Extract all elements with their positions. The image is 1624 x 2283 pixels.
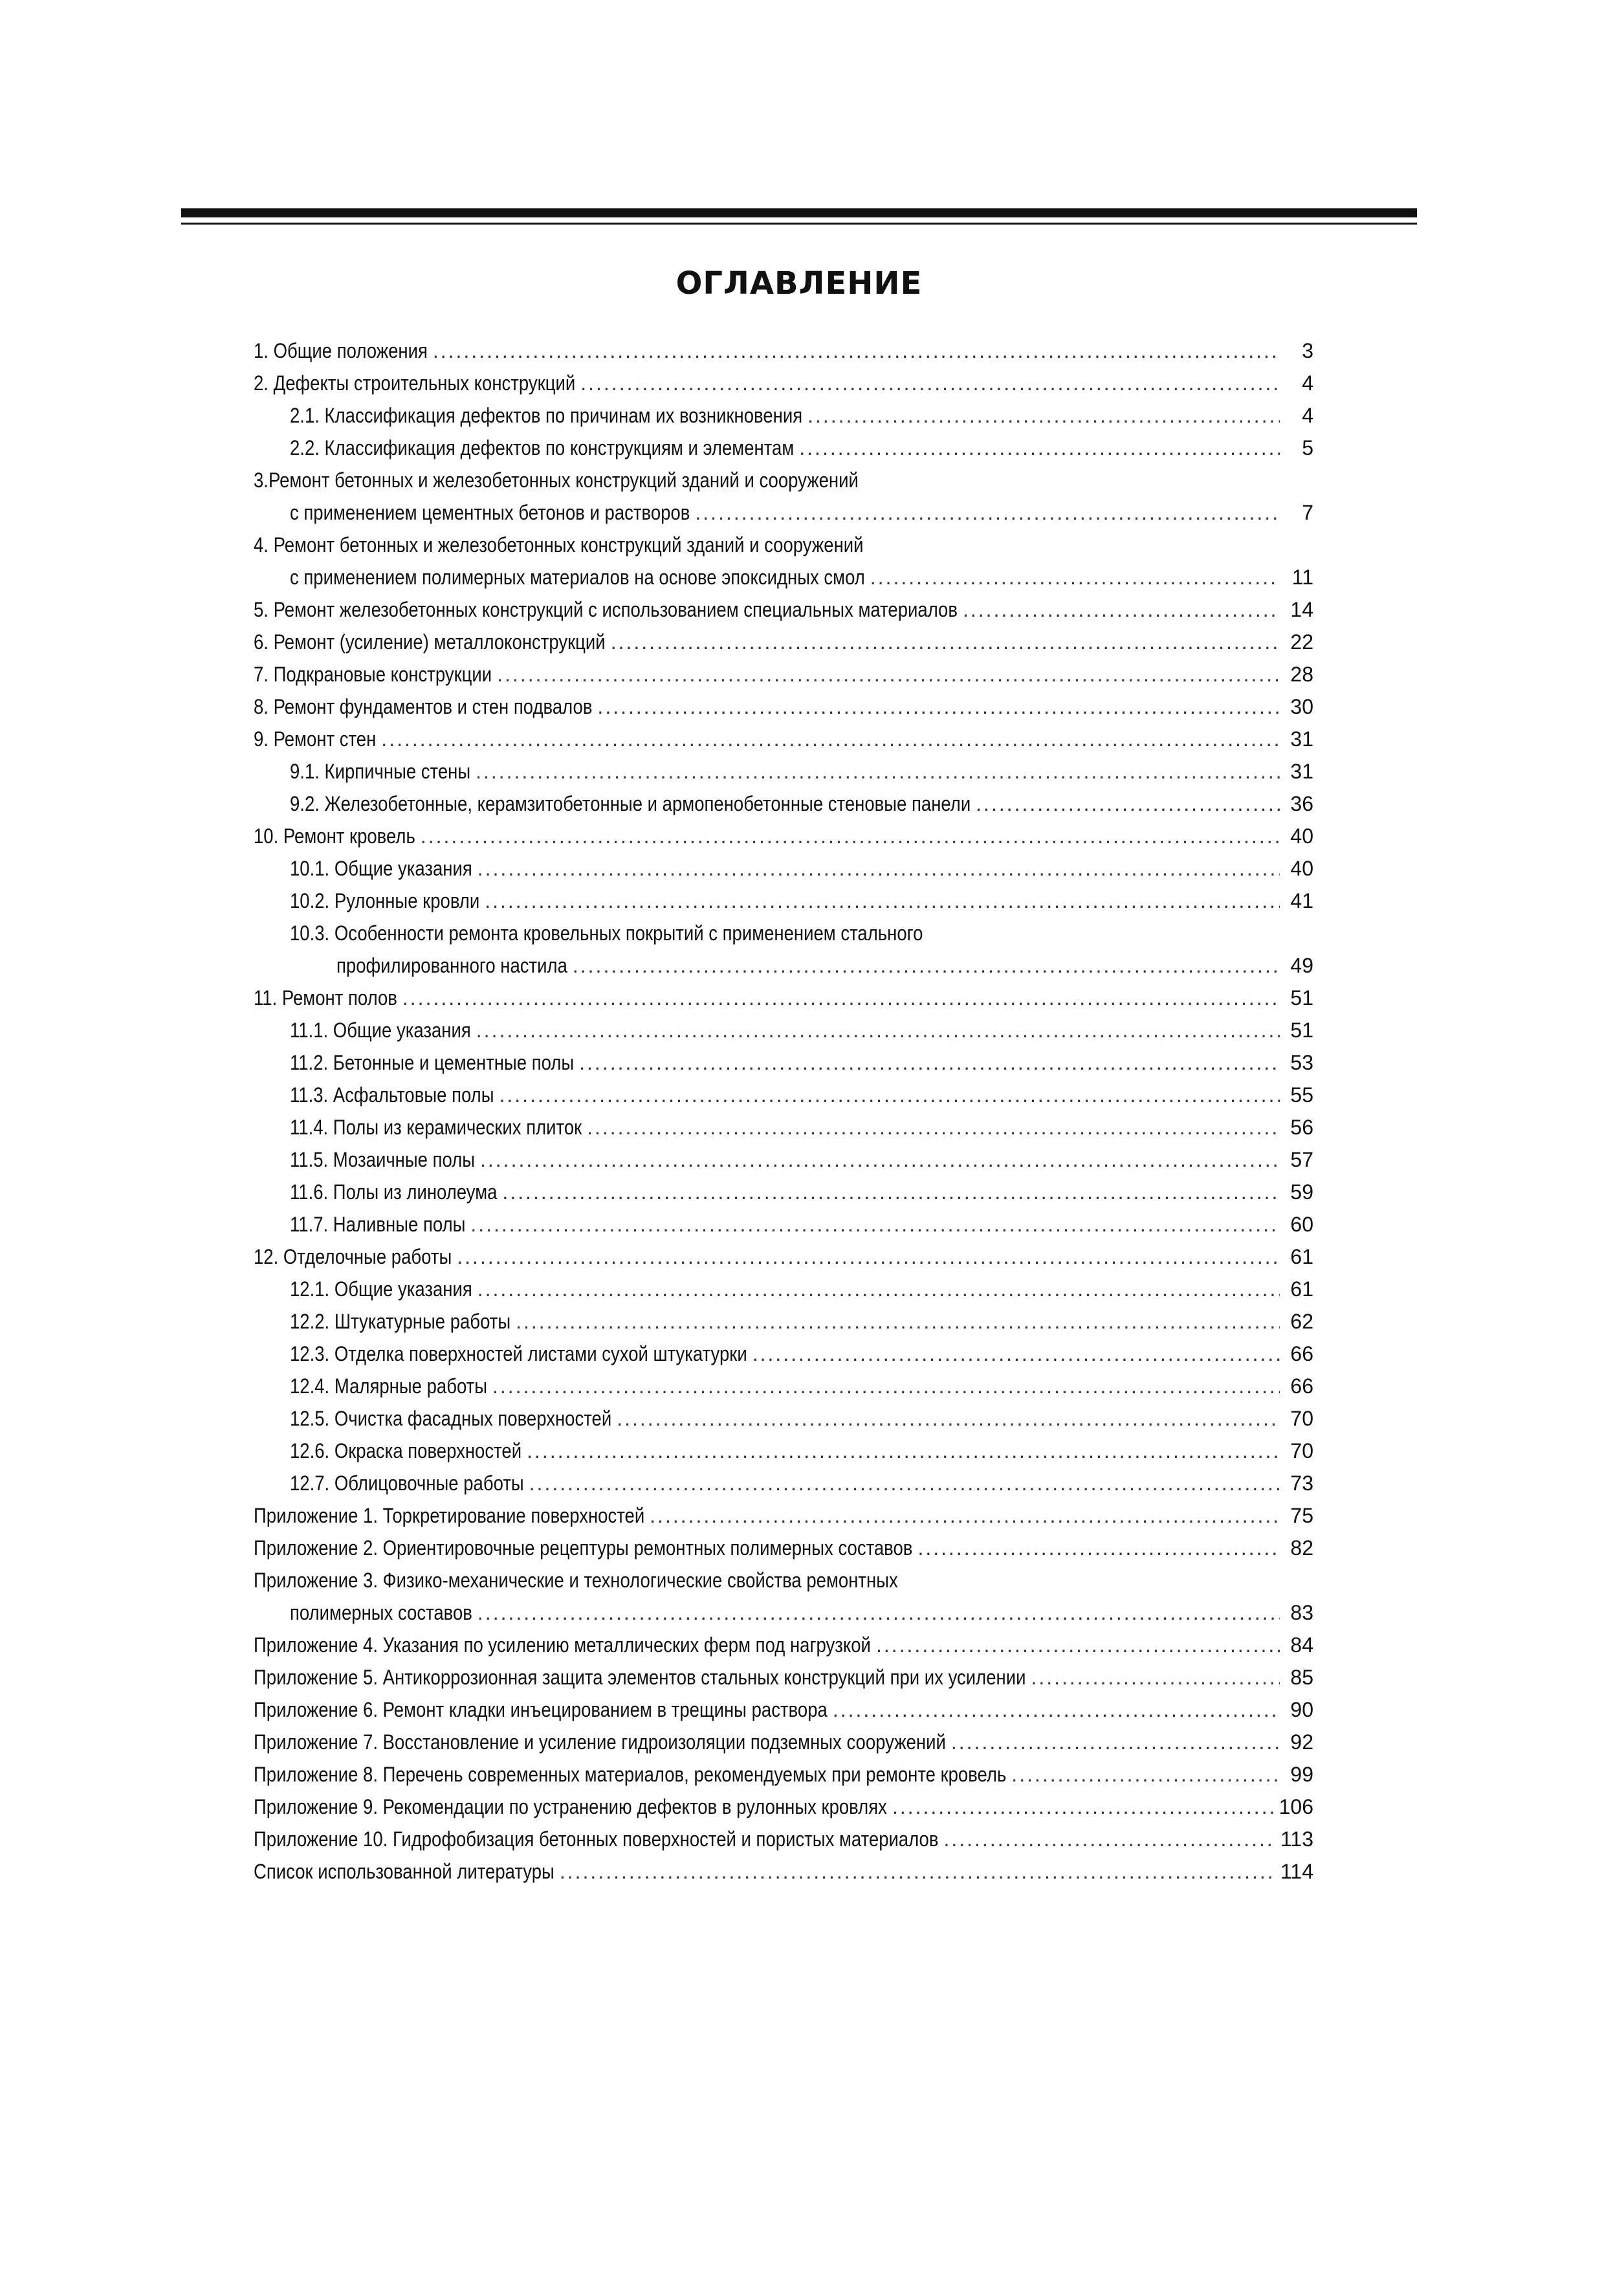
toc-entry[interactable] bbox=[254, 1661, 1313, 1693]
toc-entry[interactable] bbox=[254, 1014, 1313, 1046]
header-rule-thick bbox=[181, 208, 1417, 217]
toc-entry-label: 12.3. Отделка поверхностей листами сухой штукатурки bbox=[290, 1342, 747, 1365]
toc-entry-page-number: 31 bbox=[1290, 727, 1313, 751]
toc-entry[interactable] bbox=[254, 432, 1313, 464]
toc-entry-page-number: 31 bbox=[1290, 760, 1313, 783]
toc-leader-dots bbox=[497, 658, 1280, 690]
toc-entry-page-number: 55 bbox=[1290, 1083, 1313, 1107]
toc-leader-dots bbox=[492, 1370, 1280, 1402]
toc-leader-dots bbox=[579, 1046, 1280, 1079]
toc-entry-page-number: 90 bbox=[1290, 1698, 1313, 1721]
toc-leader-dots bbox=[516, 1305, 1280, 1338]
toc-entry-label: 12.7. Облицовочные работы bbox=[290, 1472, 524, 1495]
toc-entry-page-number: 60 bbox=[1290, 1213, 1313, 1236]
toc-entry-label: 12.4. Малярные работы bbox=[290, 1374, 488, 1398]
toc-entry-page-number: 3 bbox=[1302, 339, 1313, 362]
toc-leader-dots bbox=[573, 949, 1280, 982]
toc-entry-label: 10. Ремонт кровель bbox=[254, 824, 415, 848]
toc-leader-dots bbox=[457, 1241, 1280, 1273]
toc-entry[interactable] bbox=[254, 1467, 1313, 1499]
toc-leader-dots bbox=[477, 852, 1280, 885]
toc-entry-page-number: 41 bbox=[1290, 889, 1313, 912]
toc-leader-dots bbox=[381, 723, 1280, 755]
toc-entry-page-number: 99 bbox=[1290, 1763, 1313, 1786]
toc-entry-page-number: 30 bbox=[1290, 695, 1313, 718]
toc-entry-label: Приложение 3. Физико-механические и технологические свойства ремонтных bbox=[254, 1569, 898, 1592]
toc-entry[interactable] bbox=[254, 1726, 1313, 1758]
toc-entry-page-number: 61 bbox=[1290, 1277, 1313, 1301]
toc-entry-label: 12. Отделочные работы bbox=[254, 1245, 452, 1268]
toc-entry-label: 2.1. Классификация дефектов по причинам их возникновения bbox=[290, 404, 803, 427]
toc-entry[interactable] bbox=[254, 820, 1313, 852]
toc-entry-label: Приложение 5. Антикоррозионная защита элементов стальных конструкций при их усилении bbox=[254, 1666, 1026, 1689]
toc-entry[interactable] bbox=[254, 561, 1313, 593]
toc-leader-dots bbox=[870, 561, 1280, 593]
toc-leader-dots bbox=[499, 1079, 1280, 1111]
toc-entry-page-number: 36 bbox=[1290, 792, 1313, 815]
toc-entry[interactable] bbox=[254, 335, 1313, 367]
toc-entry-label: 9.2. Железобетонные, керамзитобетонные и армопенобетонные стеновые панели bbox=[290, 792, 971, 815]
toc-entry[interactable] bbox=[254, 529, 1313, 561]
toc-entry[interactable] bbox=[254, 755, 1313, 788]
toc-leader-dots bbox=[476, 1014, 1280, 1046]
toc-entry[interactable] bbox=[254, 1499, 1313, 1532]
toc-entry[interactable] bbox=[254, 1693, 1313, 1726]
toc-entry[interactable] bbox=[254, 852, 1313, 885]
toc-entry[interactable] bbox=[254, 1176, 1313, 1208]
toc-entry[interactable] bbox=[254, 1435, 1313, 1467]
toc-entry-label: с применением полимерных материалов на основе эпоксидных смол bbox=[290, 566, 865, 589]
toc-entry[interactable] bbox=[254, 1143, 1313, 1176]
toc-entry[interactable] bbox=[254, 626, 1313, 658]
toc-entry-label: полимерных составов bbox=[290, 1601, 472, 1624]
toc-entry-label: 10.1. Общие указания bbox=[290, 857, 472, 880]
toc-entry[interactable] bbox=[254, 917, 1313, 949]
toc-leader-dots bbox=[502, 1176, 1280, 1208]
toc-entry-label: 2. Дефекты строительных конструкций bbox=[254, 371, 576, 395]
toc-leader-dots bbox=[892, 1791, 1274, 1823]
toc-leader-dots bbox=[799, 432, 1280, 464]
toc-entry-label: 11. Ремонт полов bbox=[254, 986, 397, 1009]
toc-entry[interactable] bbox=[254, 399, 1313, 432]
toc-entry-label: 10.2. Рулонные кровли bbox=[290, 889, 480, 912]
toc-entry[interactable] bbox=[254, 1596, 1313, 1629]
toc-entry-label: 9. Ремонт стен bbox=[254, 727, 377, 751]
toc-entry-label: с применением цементных бетонов и растворов bbox=[290, 501, 690, 524]
toc-entry-page-number: 66 bbox=[1290, 1374, 1313, 1398]
toc-entry[interactable] bbox=[254, 690, 1313, 723]
toc-entry-label: 12.5. Очистка фасадных поверхностей bbox=[290, 1407, 612, 1430]
toc-leader-dots bbox=[976, 788, 1280, 820]
toc-entry-label: 4. Ремонт бетонных и железобетонных конструкций зданий и сооружений bbox=[254, 533, 864, 557]
toc-leader-dots bbox=[597, 690, 1280, 723]
toc-entry-page-number: 40 bbox=[1290, 824, 1313, 848]
toc-entry-page-number: 70 bbox=[1290, 1407, 1313, 1430]
toc-entry-page-number: 85 bbox=[1290, 1666, 1313, 1689]
toc-entry-label: 12.6. Окраска поверхностей bbox=[290, 1439, 522, 1462]
toc-leader-dots bbox=[587, 1111, 1280, 1143]
toc-entry[interactable] bbox=[254, 1111, 1313, 1143]
toc-entry-label: 11.5. Мозаичные полы bbox=[290, 1148, 476, 1171]
toc-leader-dots bbox=[611, 626, 1280, 658]
toc-entry-page-number: 40 bbox=[1290, 857, 1313, 880]
toc-entry-page-number: 51 bbox=[1290, 1019, 1313, 1042]
toc-entry-page-number: 73 bbox=[1290, 1472, 1313, 1495]
toc-leader-dots bbox=[943, 1823, 1275, 1855]
toc-entry-label: 11.2. Бетонные и цементные полы bbox=[290, 1051, 575, 1074]
toc-entry-page-number: 62 bbox=[1290, 1310, 1313, 1333]
toc-entry[interactable] bbox=[254, 1532, 1313, 1564]
toc-entry-page-number: 11 bbox=[1291, 566, 1313, 589]
toc-entry-page-number: 4 bbox=[1302, 404, 1313, 427]
toc-entry-label: 1. Общие положения bbox=[254, 339, 428, 362]
toc-entry-label: Приложение 8. Перечень современных материалов, рекомендуемых при ремонте кровель bbox=[254, 1763, 1007, 1786]
toc-entry[interactable] bbox=[254, 1370, 1313, 1402]
toc-entry[interactable] bbox=[254, 1564, 1313, 1596]
toc-entry-page-number: 82 bbox=[1290, 1536, 1313, 1560]
toc-entry-label: Приложение 6. Ремонт кладки инъецированием в трещины раствора bbox=[254, 1698, 828, 1721]
toc-leader-dots bbox=[917, 1532, 1280, 1564]
toc-entry[interactable] bbox=[254, 1241, 1313, 1273]
toc-leader-dots bbox=[833, 1693, 1280, 1726]
toc-entry[interactable] bbox=[254, 1079, 1313, 1111]
toc-leader-dots bbox=[876, 1629, 1280, 1661]
toc-entry-page-number: 61 bbox=[1290, 1245, 1313, 1268]
toc-entry-page-number: 5 bbox=[1302, 436, 1313, 459]
toc-entry[interactable] bbox=[254, 1791, 1313, 1823]
toc-entry-label: 11.7. Наливные полы bbox=[290, 1213, 466, 1236]
toc-entry[interactable] bbox=[254, 788, 1313, 820]
toc-entry-page-number: 56 bbox=[1290, 1116, 1313, 1139]
toc-entry[interactable] bbox=[254, 367, 1313, 399]
toc-entry-page-number: 59 bbox=[1290, 1180, 1313, 1204]
toc-entry-label: 11.1. Общие указания bbox=[290, 1019, 471, 1042]
toc-entry-page-number: 66 bbox=[1290, 1342, 1313, 1365]
toc-entry-label: Приложение 4. Указания по усилению металлических ферм под нагрузкой bbox=[254, 1633, 871, 1657]
toc-leader-dots bbox=[477, 1596, 1280, 1629]
toc-entry-page-number: 49 bbox=[1290, 954, 1313, 977]
toc-entry[interactable] bbox=[254, 1305, 1313, 1338]
toc-entry-label: Приложение 10. Гидрофобизация бетонных поверхностей и пористых материалов bbox=[254, 1827, 939, 1851]
toc-leader-dots bbox=[1031, 1661, 1280, 1693]
toc-leader-dots bbox=[963, 593, 1280, 626]
toc-entry-label: 7. Подкрановые конструкции bbox=[254, 663, 492, 686]
toc-entry[interactable] bbox=[254, 464, 1313, 496]
toc-entry-label: Приложение 9. Рекомендации по устранению дефектов в рулонных кровлях bbox=[254, 1795, 887, 1818]
toc-entry-page-number: 75 bbox=[1290, 1504, 1313, 1527]
toc-leader-dots bbox=[433, 335, 1280, 367]
toc-entry[interactable] bbox=[254, 496, 1313, 529]
toc-leader-dots bbox=[476, 755, 1280, 788]
toc-leader-dots bbox=[485, 885, 1280, 917]
toc-leader-dots bbox=[560, 1855, 1275, 1888]
toc-entry[interactable] bbox=[254, 885, 1313, 917]
toc-entry[interactable] bbox=[254, 1855, 1313, 1888]
toc-entry-page-number: 53 bbox=[1290, 1051, 1313, 1074]
toc-entry-label: 8. Ремонт фундаментов и стен подвалов bbox=[254, 695, 593, 718]
toc-entry[interactable] bbox=[254, 1758, 1313, 1791]
toc-entry[interactable] bbox=[254, 982, 1313, 1014]
toc-entry-label: Приложение 7. Восстановление и усиление гидроизоляции подземных сооружений bbox=[254, 1730, 946, 1754]
toc-entry-label: профилированного настила bbox=[336, 954, 567, 977]
toc-entry[interactable] bbox=[254, 593, 1313, 626]
page-title: ОГЛАВЛЕНИЕ bbox=[675, 265, 923, 302]
toc-entry[interactable] bbox=[254, 1629, 1313, 1661]
toc-entry-page-number: 70 bbox=[1290, 1439, 1313, 1462]
toc-entry-page-number: 4 bbox=[1302, 371, 1313, 395]
toc-entry-page-number: 57 bbox=[1290, 1148, 1313, 1171]
toc-entry-label: 11.6. Полы из линолеума bbox=[290, 1180, 498, 1204]
toc-entry-page-number: 14 bbox=[1290, 598, 1313, 621]
toc-leader-dots bbox=[1011, 1758, 1280, 1791]
toc-leader-dots bbox=[477, 1273, 1280, 1305]
toc-entry-page-number: 7 bbox=[1302, 501, 1313, 524]
toc-entry-page-number: 51 bbox=[1290, 986, 1313, 1009]
toc-entry-label: Список использованной литературы bbox=[254, 1860, 554, 1883]
toc-leader-dots bbox=[807, 399, 1280, 432]
toc-entry-label: 9.1. Кирпичные стены bbox=[290, 760, 471, 783]
toc-entry-label: 6. Ремонт (усиление) металлоконструкций bbox=[254, 630, 606, 654]
toc-entry-page-number: 22 bbox=[1290, 630, 1313, 654]
toc-leader-dots bbox=[752, 1338, 1280, 1370]
toc-leader-dots bbox=[402, 982, 1280, 1014]
toc-entry-label: 12.1. Общие указания bbox=[290, 1277, 472, 1301]
toc-entry-page-number: 84 bbox=[1290, 1633, 1313, 1657]
toc-entry[interactable] bbox=[254, 949, 1313, 982]
toc-leader-dots bbox=[470, 1208, 1280, 1241]
toc-leader-dots bbox=[421, 820, 1280, 852]
toc-leader-dots bbox=[527, 1435, 1280, 1467]
toc-entry-label: 3.Ремонт бетонных и железобетонных конструкций зданий и сооружений bbox=[254, 469, 859, 492]
toc-leader-dots bbox=[580, 367, 1280, 399]
header-rule-thin bbox=[181, 223, 1417, 225]
toc-leader-dots bbox=[480, 1143, 1280, 1176]
toc-entry[interactable] bbox=[254, 1208, 1313, 1241]
toc-entry-page-number: 106 bbox=[1278, 1795, 1313, 1818]
toc-entry-label: 2.2. Классификация дефектов по конструкциям и элементам bbox=[290, 436, 795, 459]
toc-entry-label: Приложение 1. Торкретирование поверхностей bbox=[254, 1504, 645, 1527]
toc-leader-dots bbox=[529, 1467, 1280, 1499]
toc-entry-page-number: 113 bbox=[1280, 1827, 1313, 1851]
toc-entry[interactable] bbox=[254, 1273, 1313, 1305]
toc-entry-label: 11.3. Асфальтовые полы bbox=[290, 1083, 494, 1107]
table-of-contents bbox=[254, 335, 1313, 1888]
toc-entry[interactable] bbox=[254, 1338, 1313, 1370]
toc-entry[interactable] bbox=[254, 1046, 1313, 1079]
toc-leader-dots bbox=[650, 1499, 1280, 1532]
toc-leader-dots bbox=[695, 496, 1280, 529]
toc-entry[interactable] bbox=[254, 723, 1313, 755]
toc-entry[interactable] bbox=[254, 658, 1313, 690]
toc-entry-page-number: 83 bbox=[1290, 1601, 1313, 1624]
toc-entry-page-number: 28 bbox=[1290, 663, 1313, 686]
toc-entry-label: 10.3. Особенности ремонта кровельных покрытий с применением стального bbox=[290, 921, 923, 945]
toc-entry-label: 11.4. Полы из керамических плиток bbox=[290, 1116, 582, 1139]
toc-entry-label: 12.2. Штукатурные работы bbox=[290, 1310, 511, 1333]
toc-entry[interactable] bbox=[254, 1823, 1313, 1855]
toc-entry-page-number: 92 bbox=[1290, 1730, 1313, 1754]
toc-entry-label: 5. Ремонт железобетонных конструкций с использованием специальных материалов bbox=[254, 598, 958, 621]
toc-leader-dots bbox=[951, 1726, 1280, 1758]
toc-entry-label: Приложение 2. Ориентировочные рецептуры ремонтных полимерных составов bbox=[254, 1536, 913, 1560]
toc-entry-page-number: 114 bbox=[1280, 1860, 1313, 1883]
toc-leader-dots bbox=[617, 1402, 1280, 1435]
toc-entry[interactable] bbox=[254, 1402, 1313, 1435]
